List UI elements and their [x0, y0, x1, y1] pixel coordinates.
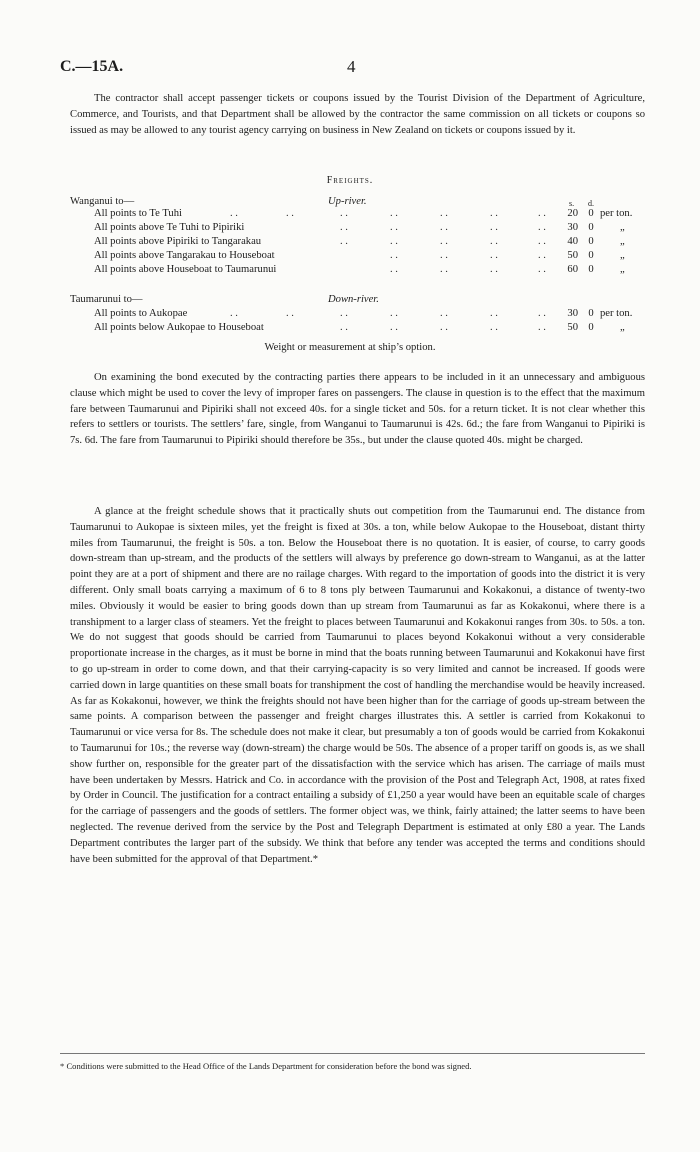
freight-shillings: 30	[567, 222, 578, 233]
document-code: C.—15A.	[60, 58, 124, 75]
freight-row: All points above Te Tuhi to Pipiriki . . . . . . . . . . 30 0 „	[94, 222, 625, 233]
section-direction-up: Up-river.	[328, 196, 367, 207]
freight-shillings: 40	[567, 236, 578, 247]
intro-paragraph: The contractor shall accept passenger tickets or coupons issued by the Tourist Division of the Department of Agriculture, Commerce, and Tourists, and that Department shall be allowed by the contractor the same commission on all tickets or coupons so issued as may be allowed to any tourist agency carrying on business in New Zealand on tickets or coupons issued by it.	[70, 93, 645, 136]
freight-pence: 0	[588, 250, 594, 261]
column-head-pence: d.	[588, 199, 594, 208]
bond-paragraph: On examining the bond executed by the contracting parties there appears to be included in it an unnecessary and ambiguous clause which might be used to cover the levy of improper fares on passengers. The clause in question is to the effect that the maximum fare between Taumarunui and Pipiriki shall not exceed 40s. for a single ticket and 50s. for a return ticket. It is not clear whether this refers to settlers or tourists. The settlers’ fare, single, from Wanganui to Taumarunui is 42s. 6d.; the fare from Wanganui to Pipiriki is 7s. 6d. The fare from Taumarunui to Pipiriki should therefore be 35s., but under the clause quoted 40s. might be charged.	[70, 372, 645, 447]
freight-shillings: 50	[567, 250, 578, 261]
freight-pence: 0	[588, 322, 594, 333]
freight-destination: All points to Aukopae	[94, 308, 188, 319]
freight-unit: „	[620, 250, 625, 261]
freight-destination: All points above Te Tuhi to Pipiriki	[94, 222, 245, 233]
footnote: * Conditions were submitted to the Head Office of the Lands Department for consideration before the bond was signed.	[60, 1061, 472, 1071]
freight-row: All points above Tangarakau to Houseboat . . . . . . . . 50 0 „	[94, 250, 625, 261]
section-title-taumarunui: Taumarunui to—	[70, 294, 143, 305]
freight-row: All points to Aukopae . . . . . . . . . . . . . . 30 0 per ton.	[94, 308, 633, 319]
freight-row: All points above Pipiriki to Tangarakau . . . . . . . . . . 40 0 „	[94, 236, 625, 247]
freight-unit: „	[620, 264, 625, 275]
freight-schedule-paragraph: A glance at the freight schedule shows that it practically shuts out competition from the Taumarunui end. The distance from Taumarunui to Aukopae is sixteen miles, yet the freight is fixed at 30s. a ton, while below Aukopae to the Houseboat, distant thirty miles from Taumarunui, the freight is 50s. a ton. Below the Houseboat there is no quotation. It is easier, of course, to carry goods down-stream than up-stream, and the products of the settlers will always by preference go down-stream to Wanganui, as at the latter point they are at a port of shipment and there are no railage charges. With regard to the importation of goods into the district it is very different. Only small boats carrying a maximum of 6 to 8 tons ply between Taumarunui and Kokakonui, a distance of twenty-two miles. Obviously it would be easier to bring goods down than up stream from Taumarunui as far as Kokakonui, where there is a transhipment to a larger class of steamers. Yet the freight to places between Taumarunui and Kokakonui ranges from 30s. to 50s. a ton. We do not suggest that goods should be carried from Taumarunui to places beyond Kokakonui without a very considerable proportionate increase in the charges, as it must be borne in mind that the boats running between Taumarunui and Kokakonui have first to go up-stream in order to come down, and that their carrying-capacity is so very limited and cannot be increased. If goods were carried down in large quantities on these small boats for transhipment the cost of handling the merchandise would be heavily increased. As far as Kokakonui, however, we think the freights should not have been higher than for the carriage of goods up-stream between the same points. A comparison between the passenger and freight charges illustrates this. A settler is carried from Kokakonui to Taumarunui or vice versa for 8s. The schedule does not make it clear, but presumably a ton of goods would be carried from Kokakonui to Taumarunui for 10s.; the reverse way (down-stream) the charge would be 50s. The absence of a proper tariff on goods is, as we shall show further on, responsible for the greater part of the dissatisfaction with the service which has arisen. The carriage of mails must have been undertaken by Messrs. Hatrick and Co. in accordance with the provision of the Post and Telegraph Act, 1908, at rates fixed by Order in Council. The justification for a contract entailing a subsidy of £1,250 a year would have been an equitable scale of charges for the carriage of passengers and the goods of settlers. The former object was, we think, fairly attained; the latter seems to have been neglected. The revenue derived from the service by the Post and Telegraph Department is estimated at only £80 a year. The Lands Department contributes the larger part of the subsidy. We think that before any tender was accepted the terms and conditions should have been submitted for the approval of that Department.*	[70, 506, 645, 865]
freight-unit: „	[620, 236, 625, 247]
section-direction-down: Down-river.	[328, 294, 379, 305]
freight-unit: per ton.	[600, 308, 633, 319]
freight-row: All points below Aukopae to Houseboat . . . . . . . . . . 50 0 „	[94, 322, 625, 333]
freight-row: All points above Houseboat to Taumarunui . . . . . . . . 60 0 „	[94, 264, 625, 275]
freight-unit: „	[620, 322, 625, 333]
section-title-wanganui: Wanganui to—	[70, 196, 135, 207]
freight-destination: All points to Te Tuhi	[94, 208, 182, 219]
freight-pence: 0	[588, 264, 594, 275]
freight-unit: „	[620, 222, 625, 233]
footnote-divider	[60, 1053, 645, 1054]
freight-shillings: 20	[567, 208, 578, 219]
freight-pence: 0	[588, 222, 594, 233]
freight-destination: All points above Pipiriki to Tangarakau	[94, 236, 262, 247]
weight-measurement-note: Weight or measurement at ship’s option.	[264, 342, 436, 353]
freight-shillings: 60	[567, 264, 578, 275]
freight-destination: All points above Houseboat to Taumarunui	[94, 264, 277, 275]
freight-row: All points to Te Tuhi . . . . . . . . . . . . . . 20 0 per ton.	[94, 208, 633, 219]
freight-shillings: 50	[567, 322, 578, 333]
freight-destination: All points above Tangarakau to Houseboat	[94, 250, 275, 261]
freight-destination: All points below Aukopae to Houseboat	[94, 322, 264, 333]
column-head-shillings: s.	[569, 199, 575, 208]
freight-unit: per ton.	[600, 208, 633, 219]
freight-shillings: 30	[567, 308, 578, 319]
freights-heading: Freights.	[326, 175, 374, 186]
freight-pence: 0	[588, 308, 594, 319]
freight-pence: 0	[588, 208, 594, 219]
page-number: 4	[347, 57, 356, 76]
freight-pence: 0	[588, 236, 594, 247]
